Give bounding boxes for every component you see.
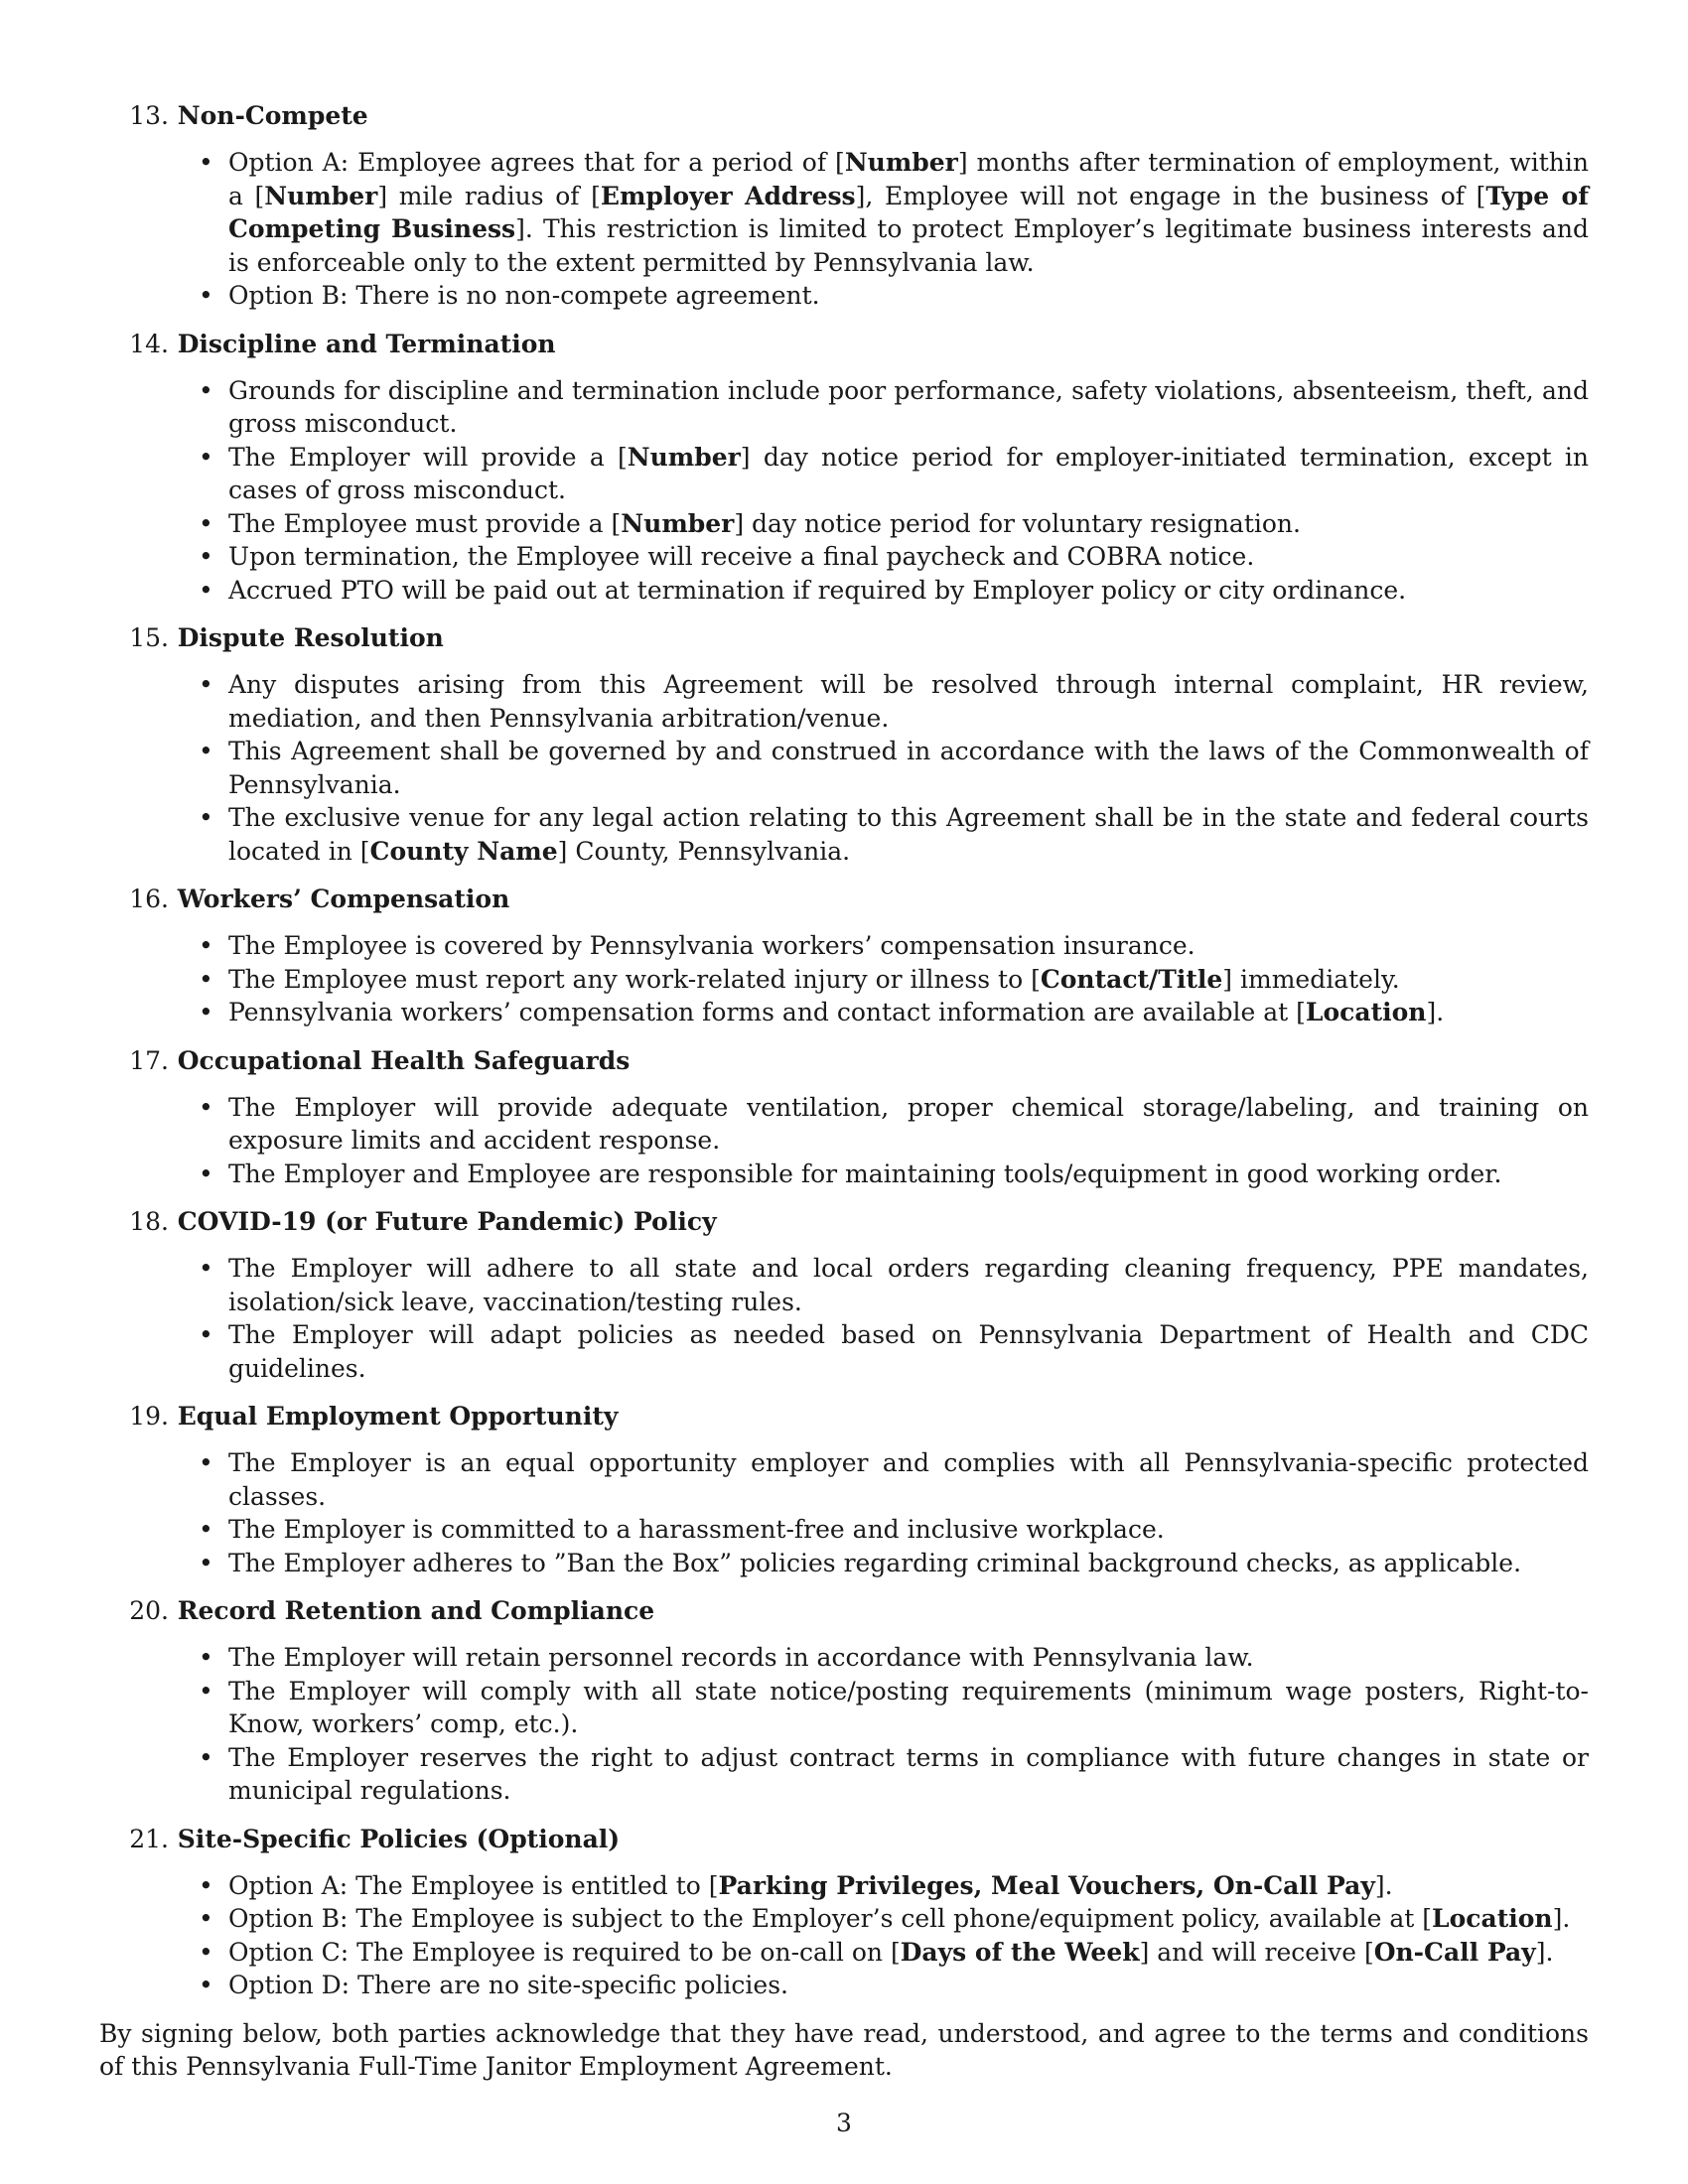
section-number: 20. [129,1596,169,1625]
section-heading [99,1823,1589,1856]
clause-text: ] mile radius of [ [377,181,601,210]
section-heading [99,99,1589,133]
clause-list [99,1091,1589,1191]
clause-item [99,441,1589,507]
clause-item [99,1641,1589,1675]
clause-list [99,1446,1589,1579]
clause-text: ] months after termination of employment, within a [ [228,148,1589,210]
clause-text: The Employee is covered by Pennsylvania workers’ compensation insurance. [228,931,1196,960]
clause-item [99,1902,1589,1936]
clause-text: The Employer will provide adequate ventilation, proper chemical storage/labeling, and training on exposure limits and accident response. [228,1092,1589,1155]
clause-text: The Employee must report any work-related injury or illness to [ [228,964,1041,994]
section-heading [99,621,1589,655]
section-title: Workers’ Compensation [177,885,510,913]
clause-text: ] day notice period for employer-initiated termination, except in cases of gross misconduct. [228,442,1589,504]
clause-text: Option A: Employee agrees that for a period of [ [228,148,845,177]
clause-text: Any disputes arising from this Agreement will be resolved through internal complaint, HR review, mediation, and then Pennsylvania arbitration/venue. [228,670,1589,733]
agreement-body [99,99,1589,2109]
section-19 [99,1400,1589,1579]
clause-item [99,668,1589,735]
clause-text: The Employer reserves the right to adjust contract terms in compliance with future changes in state or municipal regulations. [228,1742,1589,1805]
clause-text: ]. [1552,1904,1571,1933]
page-number: 3 [836,2109,852,2137]
clause-item [99,574,1589,608]
placeholder-field: Number [621,508,735,538]
section-18 [99,1205,1589,1385]
clause-text: Option A: The Employee is entitled to [ [228,1870,719,1900]
clause-text: This Agreement shall be governed by and construed in accordance with the laws of the Commonwealth of Pennsylvania. [228,737,1589,799]
clause-item [99,1547,1589,1580]
clause-text: ]. [1426,998,1445,1026]
section-title: Dispute Resolution [177,623,444,652]
clause-item [99,374,1589,441]
clause-text: Option B: The Employee is subject to the Employer’s cell phone/equipment policy, available at [ [228,1904,1433,1933]
section-number: 21. [129,1824,169,1853]
clause-text: ], Employee will not engage in the business of [ [855,181,1486,210]
section-number: 19. [129,1402,169,1431]
clause-text: ] immediately. [1222,964,1400,994]
clause-item [99,507,1589,541]
clause-text: Accrued PTO will be paid out at termination if required by Employer policy or city ordinance. [228,575,1407,605]
section-heading [99,1400,1589,1433]
clause-item [99,279,1589,313]
clause-list [99,1252,1589,1385]
clause-text: Option B: There is no non-compete agreement. [228,281,820,310]
clause-list [99,1641,1589,1808]
clause-item [99,1675,1589,1741]
clause-text: The exclusive venue for any legal action relating to this Agreement shall be in the state and federal courts located in [ [228,803,1589,866]
section-title: COVID-19 (or Future Pandemic) Policy [177,1207,717,1236]
placeholder-field: Days of the Week [900,1937,1140,1967]
section-title: Record Retention and Compliance [177,1596,655,1625]
clause-text: The Employer will provide a [ [228,442,628,472]
clause-text: The Employer and Employee are responsible for maintaining tools/equipment in good working order. [228,1159,1502,1188]
clause-item [99,1869,1589,1903]
placeholder-field: On-Call Pay [1373,1937,1536,1967]
clause-list [99,668,1589,868]
clause-text: ] and will receive [ [1139,1937,1374,1967]
section-heading [99,1205,1589,1239]
clause-item [99,1741,1589,1808]
clause-text: Option C: The Employee is required to be on-call on [ [228,1937,901,1967]
section-number: 17. [129,1045,169,1075]
clause-text: Grounds for discipline and termination include poor performance, safety violations, absenteeism, theft, and gross misconduct. [228,375,1589,438]
clause-text: ]. [1374,1870,1393,1900]
clause-item [99,1252,1589,1318]
section-17 [99,1044,1589,1191]
section-number: 15. [129,623,169,652]
clause-item [99,1936,1589,1970]
clause-text: ] day notice period for voluntary resignation. [734,508,1301,538]
section-number: 18. [129,1207,169,1236]
clause-list [99,374,1589,608]
clause-item [99,801,1589,868]
section-heading [99,883,1589,916]
clause-item [99,1091,1589,1158]
section-heading [99,328,1589,361]
clause-item [99,963,1589,997]
clause-text: The Employer adheres to ”Ban the Box” policies regarding criminal background checks, as applicable. [228,1548,1522,1577]
section-number: 16. [129,885,169,913]
section-title: Non-Compete [177,101,368,130]
section-title: Occupational Health Safeguards [177,1045,631,1075]
clause-item [99,735,1589,801]
clause-text: The Employer will comply with all state notice/posting requirements (minimum wage posters, Right-to-Know, workers’ comp, etc.). [228,1676,1589,1738]
placeholder-field: Parking Privileges, Meal Vouchers, On-Call Pay [718,1870,1375,1900]
placeholder-field: Location [1305,998,1427,1026]
clause-item [99,146,1589,279]
clause-item [99,1969,1589,2002]
closing-statement: By signing below, both parties acknowledge that they have read, understood, and agree to the terms and conditions of this Pennsylvania Full-Time Janitor Employment Agreement. [99,2018,1589,2081]
clause-text: The Employer is committed to a harassment-free and inclusive workplace. [228,1515,1165,1544]
section-20 [99,1594,1589,1808]
placeholder-field: Number [844,148,958,177]
placeholder-field: County Name [369,836,558,866]
clause-text: The Employer will adapt policies as needed based on Pennsylvania Department of Health and CDC guidelines. [228,1320,1589,1383]
clause-text: The Employer will adhere to all state and local orders regarding cleaning frequency, PPE mandates, isolation/sick leave, vaccination/testing rules. [228,1254,1589,1316]
clause-item [99,540,1589,574]
clause-text: The Employer is an equal opportunity employer and complies with all Pennsylvania-specific protected classes. [228,1448,1589,1511]
section-heading [99,1594,1589,1628]
clause-list [99,929,1589,1029]
clause-item [99,1158,1589,1191]
section-21 [99,1823,1589,2002]
clause-text: ]. [1535,1937,1554,1967]
section-16 [99,883,1589,1029]
placeholder-field: Type of Competing Business [228,181,1589,243]
section-heading [99,1044,1589,1078]
clause-text: The Employee must provide a [ [228,508,622,538]
section-title: Discipline and Termination [177,329,556,358]
clause-text: Option D: There are no site-specific policies. [228,1971,788,1999]
clause-item [99,1318,1589,1385]
clause-text: Pennsylvania workers’ compensation forms and contact information are available at [ [228,998,1306,1026]
clause-item [99,996,1589,1029]
section-13 [99,99,1589,313]
section-number: 13. [129,101,169,130]
clause-item [99,1513,1589,1547]
placeholder-field: Number [627,442,741,472]
section-14 [99,328,1589,608]
section-title: Site-Specific Policies (Optional) [177,1824,621,1853]
clause-text: ]. This restriction is limited to protect Employer’s legitimate business interests and is enforceable only to the extent permitted by Pennsylvania law. [228,214,1589,277]
clause-text: Upon termination, the Employee will receive a final paycheck and COBRA notice. [228,542,1255,571]
clause-text: The Employer will retain personnel records in accordance with Pennsylvania law. [228,1643,1254,1672]
placeholder-field: Location [1432,1904,1553,1933]
placeholder-field: Employer Address [600,181,856,210]
section-15 [99,621,1589,868]
clause-list [99,146,1589,313]
clause-item [99,1446,1589,1513]
clause-text: ] County, Pennsylvania. [557,836,851,866]
placeholder-field: Number [264,181,378,210]
clause-item [99,929,1589,963]
section-number: 14. [129,329,169,358]
placeholder-field: Contact/Title [1040,964,1223,994]
section-title: Equal Employment Opportunity [177,1402,619,1431]
clause-list [99,1869,1589,2002]
